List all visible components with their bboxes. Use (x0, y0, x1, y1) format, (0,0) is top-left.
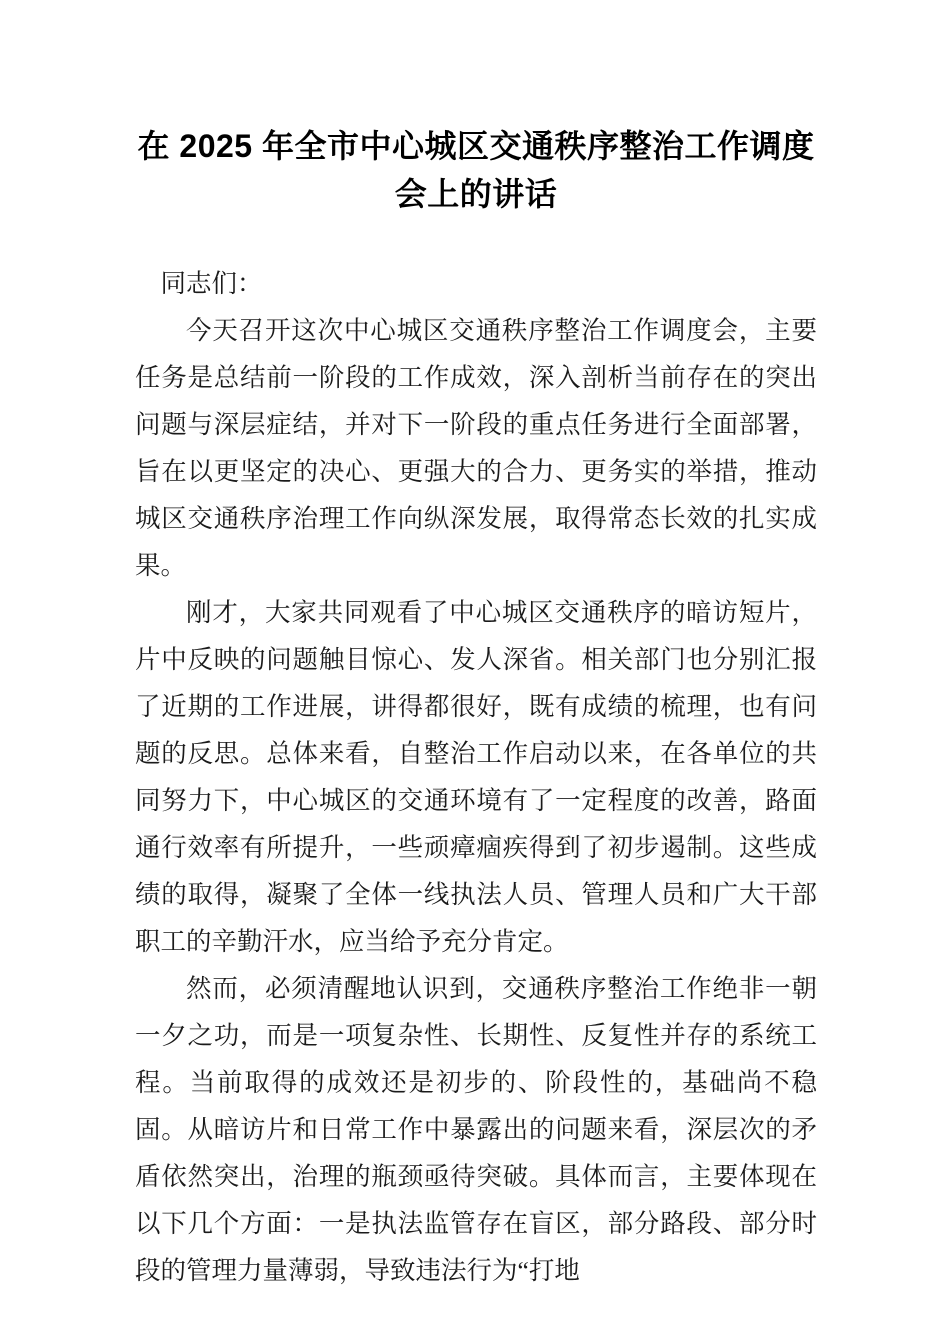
body-paragraph-1: 今天召开这次中心城区交通秩序整治工作调度会，主要任务是总结前一阶段的工作成效，深入剖析当前存在的突出问题与深层症结，并对下一阶段的重点任务进行全面部署，旨在以更坚定的决心、更强大的合力、更务实的举措，推动城区交通秩序治理工作向纵深发展，取得常态长效的扎实成果。 (135, 316, 817, 580)
document-text-block (135, 0, 817, 1294)
salutation-line: 同志们： (160, 269, 263, 298)
document-content (135, 218, 817, 1294)
body-paragraph-3: 然而，必须清醒地认识到，交通秩序整治工作绝非一朝一夕之功，而是一项复杂性、长期性、反复性并存的系统工程。当前取得的成效还是初步的、阶段性的，基础尚不稳固。从暗访片和日常工作中暴露出的问题来看，深层次的矛盾依然突出，治理的瓶颈亟待突破。具体而言，主要体现在以下几个方面：一是执法监管存在盲区，部分路段、部分时段的管理力量薄弱，导致违法行为“打地 (135, 974, 817, 1285)
page-title: 在 2025 年全市中心城区交通秩序整治工作调度会上的讲话 (137, 128, 815, 212)
body-paragraph-2: 刚才，大家共同观看了中心城区交通秩序的暗访短片，片中反映的问题触目惊心、发人深省。相关部门也分别汇报了近期的工作进展，讲得都很好，既有成绩的梳理，也有问题的反思。总体来看，自整治工作启动以来，在各单位的共同努力下，中心城区的交通环境有了一定程度的改善，路面通行效率有所提升，一些顽瘴痼疾得到了初步遏制。这些成绩的取得，凝聚了全体一线执法人员、管理人员和广大干部职工的辛勤汗水，应当给予充分肯定。 (135, 598, 817, 956)
